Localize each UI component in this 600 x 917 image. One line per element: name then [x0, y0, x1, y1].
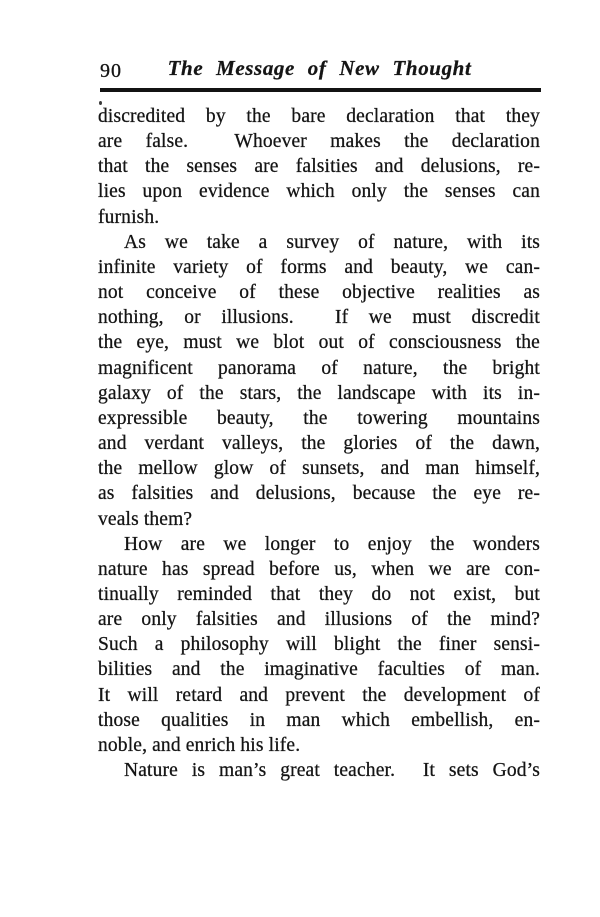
text-line: How are we longer to enjoy the wonders	[124, 533, 540, 555]
paragraph	[98, 758, 540, 783]
text-line: as falsities and delusions, because the eye re-	[98, 483, 540, 505]
text-line: that the senses are falsities and delusions, re-	[98, 156, 540, 178]
paragraph	[98, 230, 540, 532]
text-line: expressible beauty, the towering mountains	[98, 407, 540, 429]
text-line: nature has spread before us, when we are con-	[98, 558, 540, 580]
text-line: furnish.	[98, 206, 160, 228]
text-line: It will retard and prevent the development of	[98, 684, 540, 706]
text-line: infinite variety of forms and beauty, we can-	[98, 256, 540, 278]
text-line: those qualities in man which embellish, en-	[98, 709, 540, 731]
text-line: are false. Whoever makes the declaration	[98, 131, 540, 153]
running-title: The Message of New Thought	[167, 56, 472, 80]
text-line: the mellow glow of sunsets, and man himself,	[98, 458, 540, 480]
header-rule	[100, 88, 541, 92]
text-line: tinually reminded that they do not exist, but	[98, 583, 540, 605]
text-line: lies upon evidence which only the senses can	[98, 181, 540, 203]
text-line: the eye, must we blot out of consciousness the	[98, 332, 540, 354]
page-body	[98, 104, 540, 783]
text-line: noble, and enrich his life.	[98, 734, 301, 756]
text-line: magnificent panorama of nature, the bright	[98, 357, 540, 379]
paragraph	[98, 532, 540, 758]
text-line: Nature is man’s great teacher. It sets God’s	[124, 760, 540, 782]
paragraph	[98, 104, 540, 230]
text-line: and verdant valleys, the glories of the dawn,	[98, 433, 540, 455]
running-header	[98, 56, 541, 88]
text-line: veals them?	[98, 508, 193, 530]
text-line: As we take a survey of nature, with its	[124, 231, 540, 253]
text-line: discredited by the bare declaration that they	[98, 106, 540, 127]
text-line: are only falsities and illusions of the mind?	[98, 609, 540, 631]
text-line: galaxy of the stars, the landscape with its in-	[98, 382, 540, 404]
text-line: nothing, or illusions. If we must discredit	[98, 307, 540, 329]
text-line: not conceive of these objective realities as	[98, 282, 540, 304]
text-line: bilities and the imaginative faculties of man.	[98, 659, 540, 681]
page-number: 90	[100, 60, 122, 82]
text-line: Such a philosophy will blight the finer sensi-	[98, 634, 540, 656]
